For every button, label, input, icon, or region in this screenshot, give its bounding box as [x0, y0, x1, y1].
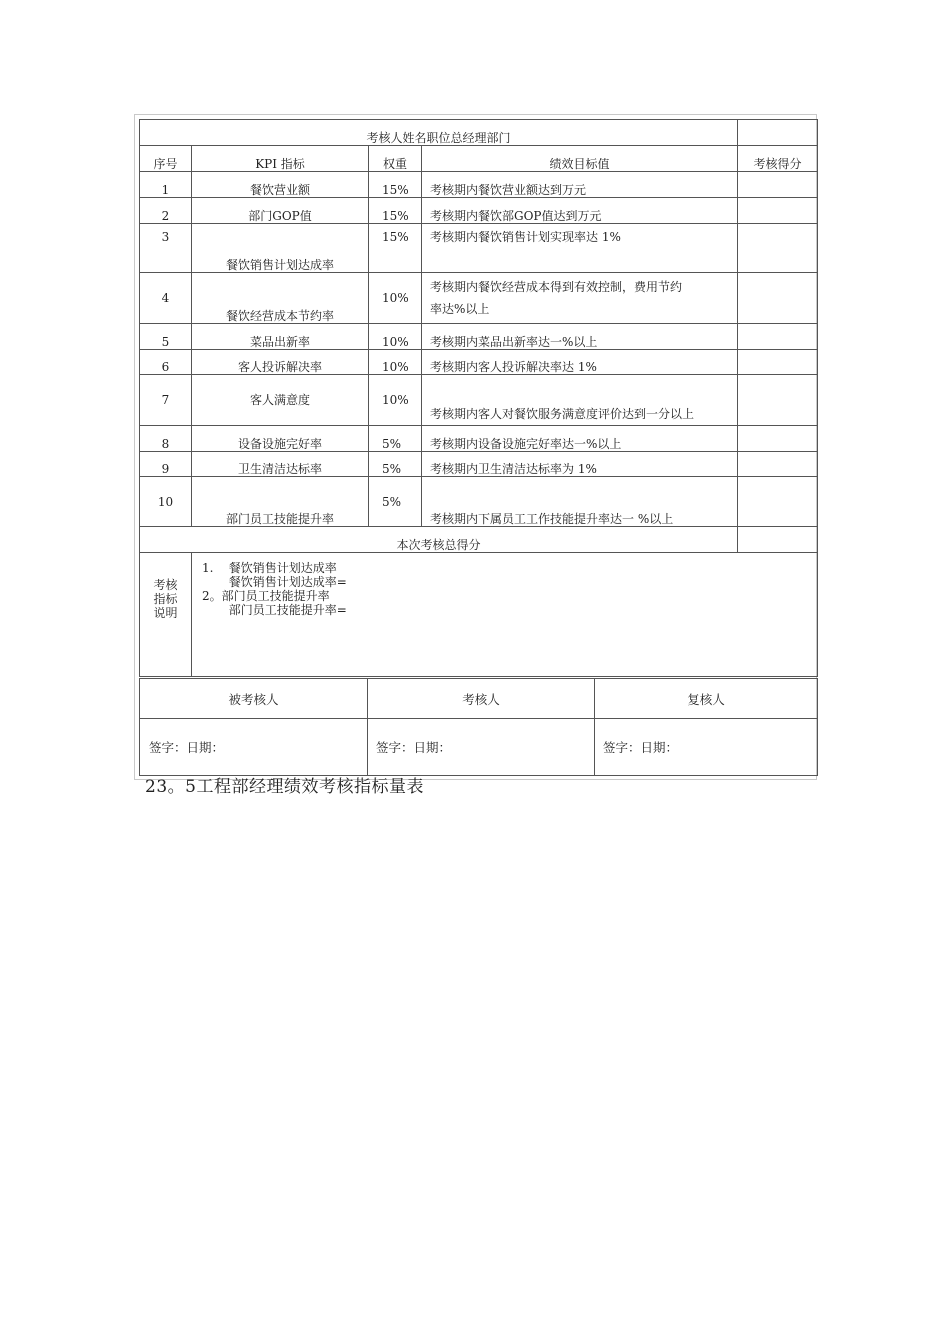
row-weight: 15%	[369, 172, 422, 198]
row-kpi: 餐饮销售计划达成率	[192, 224, 369, 273]
row-score	[738, 172, 818, 198]
signature-table	[139, 678, 818, 776]
row-weight: 5%	[369, 477, 422, 527]
row-weight: 15%	[369, 224, 422, 273]
row-kpi: 部门员工技能提升率	[192, 477, 369, 527]
role-assessee: 被考核人	[140, 679, 368, 719]
notes-line: 餐饮销售计划达成率=	[202, 575, 347, 589]
row-target: 考核期内客人对餐饮服务满意度评价达到一分以上	[422, 375, 738, 426]
row-seq: 5	[140, 324, 192, 350]
row-score	[738, 324, 818, 350]
notes-line: 1. 餐饮销售计划达成率	[202, 561, 337, 575]
row-seq: 6	[140, 350, 192, 375]
total-label: 本次考核总得分	[140, 527, 738, 553]
col-weight: 权重	[369, 146, 422, 172]
row-target: 考核期内下属员工工作技能提升率达一 %以上	[422, 477, 738, 527]
header-title: 考核人姓名职位总经理部门	[140, 120, 738, 146]
row-weight: 15%	[369, 198, 422, 224]
header-blank-cell	[738, 120, 818, 146]
notes-label	[140, 553, 192, 677]
notes-label-line: 说明	[153, 606, 178, 620]
row-seq: 2	[140, 198, 192, 224]
row-seq: 7	[140, 375, 192, 426]
row-weight: 10%	[369, 273, 422, 324]
row-target	[422, 273, 738, 324]
table-row	[140, 198, 818, 224]
table-row	[140, 273, 818, 324]
row-target-line1: 考核期内餐饮经营成本得到有效控制，费用节约	[430, 280, 683, 294]
row-weight: 5%	[369, 426, 422, 452]
row-weight: 5%	[369, 452, 422, 477]
row-score	[738, 273, 818, 324]
row-score	[738, 452, 818, 477]
col-seq: 序号	[140, 146, 192, 172]
row-weight: 10%	[369, 375, 422, 426]
table-row	[140, 375, 818, 426]
section-title: 23。5工程部经理绩效考核指标量表	[145, 777, 424, 797]
col-kpi: KPI 指标	[192, 146, 369, 172]
role-assessor: 考核人	[368, 679, 595, 719]
row-target: 考核期内卫生清洁达标率为 1%	[422, 452, 738, 477]
row-target: 考核期内客人投诉解决率达 1%	[422, 350, 738, 375]
total-row	[140, 527, 818, 553]
row-seq: 9	[140, 452, 192, 477]
signature-sign-row	[140, 719, 818, 776]
row-kpi: 卫生清洁达标率	[192, 452, 369, 477]
table-row	[140, 172, 818, 198]
row-target: 考核期内菜品出新率达一%以上	[422, 324, 738, 350]
sign-reviewer: 签字：日期：	[595, 719, 818, 776]
row-seq: 4	[140, 273, 192, 324]
row-score	[738, 350, 818, 375]
total-score-cell	[738, 527, 818, 553]
notes-label-line: 考核	[153, 578, 178, 592]
row-kpi: 设备设施完好率	[192, 426, 369, 452]
row-target: 考核期内餐饮营业额达到万元	[422, 172, 738, 198]
row-weight: 10%	[369, 324, 422, 350]
row-score	[738, 375, 818, 426]
row-kpi: 餐饮经营成本节约率	[192, 273, 369, 324]
table-header-row	[140, 120, 818, 146]
notes-line: 2。部门员工技能提升率	[202, 589, 330, 603]
row-weight: 10%	[369, 350, 422, 375]
table-row	[140, 452, 818, 477]
role-reviewer: 复核人	[595, 679, 818, 719]
sign-assessee: 签字：日期：	[140, 719, 368, 776]
notes-label-line: 指标	[153, 592, 178, 606]
notes-line: 部门员工技能提升率=	[202, 603, 347, 617]
row-seq: 8	[140, 426, 192, 452]
row-target: 考核期内设备设施完好率达一%以上	[422, 426, 738, 452]
kpi-table	[139, 119, 818, 677]
row-seq: 1	[140, 172, 192, 198]
row-target: 考核期内餐饮部GOP值达到万元	[422, 198, 738, 224]
col-score: 考核得分	[738, 146, 818, 172]
row-seq: 10	[140, 477, 192, 527]
table-row	[140, 350, 818, 375]
row-score	[738, 426, 818, 452]
table-row	[140, 477, 818, 527]
sign-assessor: 签字：日期：	[368, 719, 595, 776]
row-score	[738, 224, 818, 273]
table-row	[140, 426, 818, 452]
table-row	[140, 324, 818, 350]
row-kpi: 客人满意度	[192, 375, 369, 426]
row-score	[738, 198, 818, 224]
notes-row	[140, 553, 818, 677]
row-kpi: 部门GOP值	[192, 198, 369, 224]
row-kpi: 客人投诉解决率	[192, 350, 369, 375]
row-kpi: 餐饮营业额	[192, 172, 369, 198]
col-target: 绩效目标值	[422, 146, 738, 172]
row-target-line2: 率达%以上	[430, 302, 490, 316]
row-seq: 3	[140, 224, 192, 273]
row-target: 考核期内餐饮销售计划实现率达 1%	[422, 224, 738, 273]
signature-role-row	[140, 679, 818, 719]
table-row	[140, 224, 818, 273]
column-header-row	[140, 146, 818, 172]
row-kpi: 菜品出新率	[192, 324, 369, 350]
notes-body	[192, 553, 818, 677]
row-score	[738, 477, 818, 527]
